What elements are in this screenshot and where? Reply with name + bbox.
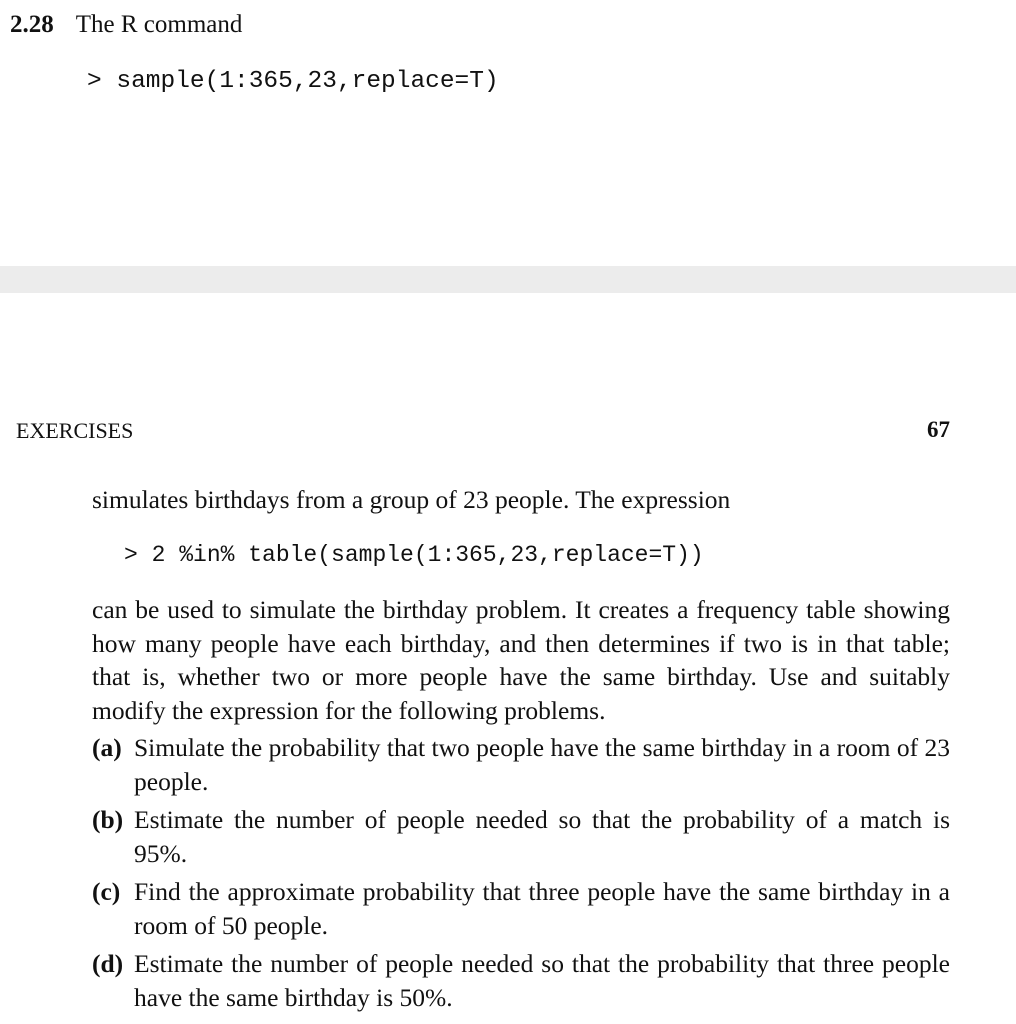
part-text: Simulate the probability that two people have the same birthday in a room of 23 people. — [134, 733, 950, 796]
part-text: Find the approximate probability that three people have the same birthday in a room of 50 people. — [134, 877, 950, 940]
part-text: Estimate the number of people needed so that the probability that three people have the same birthday is 50%. — [134, 949, 950, 1012]
part-text: Estimate the number of people needed so that the probability of a match is 95%. — [134, 805, 950, 868]
running-head: EXERCISES — [16, 418, 134, 443]
intro-text: simulates birthdays from a group of 23 people. The expression — [92, 485, 731, 514]
exercise-parts-list — [92, 731, 950, 1019]
page-number: 67 — [927, 417, 950, 442]
explanation-paragraph: can be used to simulate the birthday problem. It creates a frequency table showing how many people have each birthday, and then determines if two is in that table; that is, whether two or more people have the same birthday. Use and suitably modify the expression for the following problems. — [92, 595, 950, 725]
page-separator — [0, 266, 1016, 293]
exercise-number: 2.28 — [10, 11, 54, 38]
part-label: (a) — [92, 733, 122, 762]
exercise-heading — [10, 9, 242, 41]
exercise-part-a — [92, 731, 950, 798]
page-bottom-fragment — [0, 293, 1016, 1024]
exercise-part-c — [92, 875, 950, 942]
exercise-part-b — [92, 803, 950, 870]
part-label: (d) — [92, 949, 124, 978]
page-top-fragment — [0, 0, 1016, 266]
code-expression: > 2 %in% table(sample(1:365,23,replace=T)) — [124, 542, 704, 568]
code-command: > sample(1:365,23,replace=T) — [87, 68, 499, 95]
part-label: (c) — [92, 877, 121, 906]
part-label: (b) — [92, 805, 124, 834]
exercise-heading-text: The R command — [75, 11, 243, 38]
exercise-part-d — [92, 947, 950, 1014]
